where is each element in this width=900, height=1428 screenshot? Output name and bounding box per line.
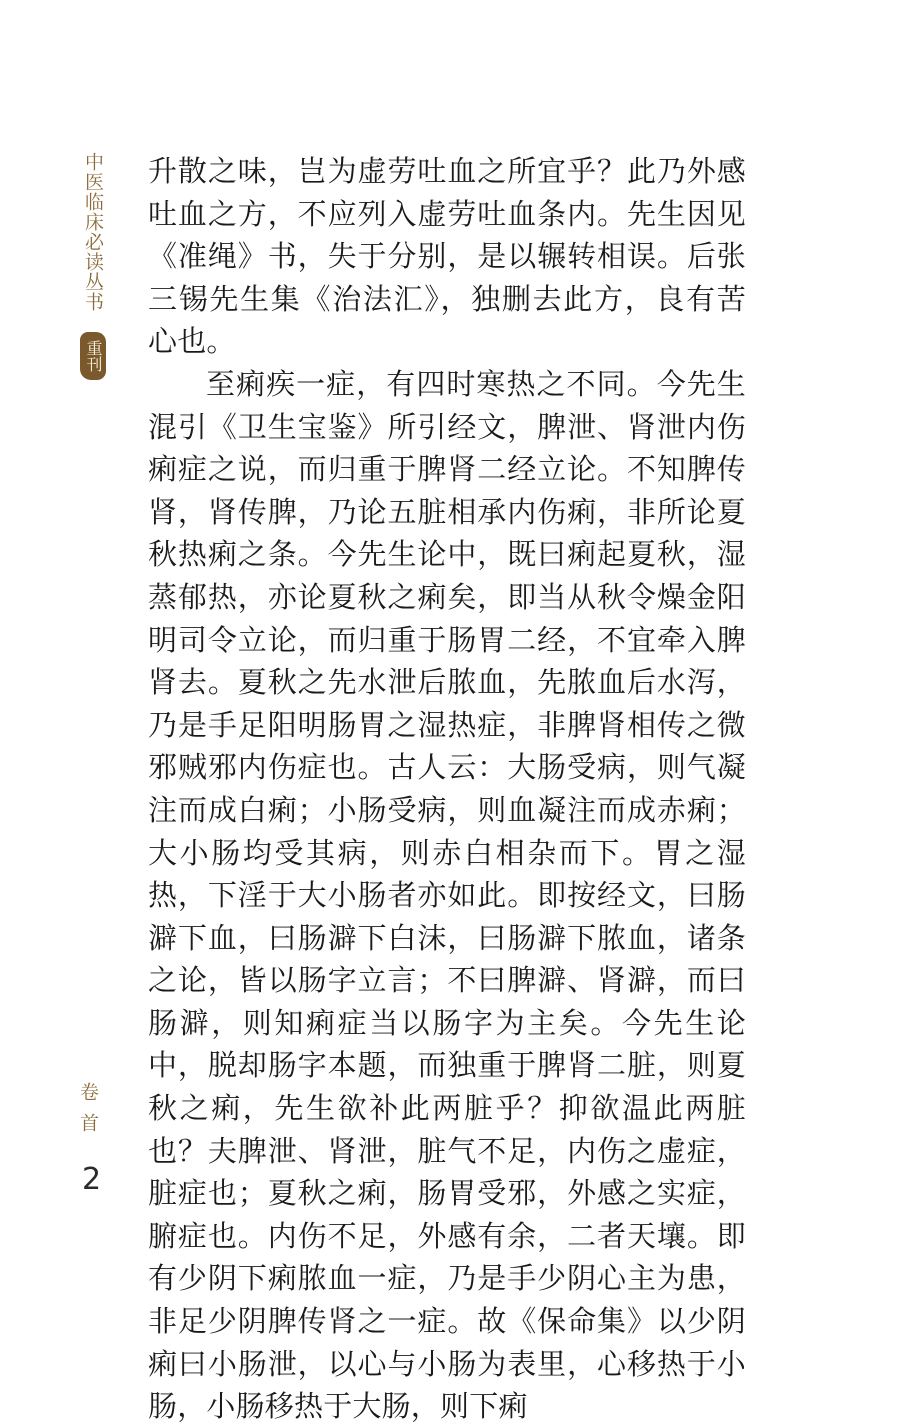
series-title: 中医临床必读丛书 bbox=[82, 152, 104, 312]
body-text bbox=[148, 150, 746, 1428]
section-label: 卷首 bbox=[77, 1082, 99, 1144]
page-number: 2 bbox=[82, 1162, 102, 1197]
series-seal-stamp: 重刊 bbox=[80, 332, 106, 380]
paragraph: 至痢疾一症，有四时寒热之不同。今先生混引《卫生宝鉴》所引经文，脾泄、肾泄内伤痢症之说，而归重于脾肾二经立论。不知脾传肾，肾传脾，乃论五脏相承内伤痢，非所论夏秋热痢之条。今先生论中，既曰痢起夏秋，湿蒸郁热，亦论夏秋之痢矣，即当从秋令燥金阳明司令立论，而归重于肠胃二经，不宜牵入脾肾去。夏秋之先水泄后脓血，先脓血后水泻，乃是手足阳明肠胃之湿热症，非脾肾相传之微邪贼邪内伤症也。古人云：大肠受病，则气凝注而成白痢；小肠受病，则血凝注而成赤痢；大小肠均受其病，则赤白相杂而下。胃之湿热，下淫于大小肠者亦如此。即按经文，曰肠澼下血，曰肠澼下白沫，曰肠澼下脓血，诸条之论，皆以肠字立言；不曰脾澼、肾澼，而曰肠澼，则知痢症当以肠字为主矣。今先生论中，脱却肠字本题，而独重于脾肾二脏，则夏秋之痢，先生欲补此两脏乎？抑欲温此两脏也？夫脾泄、肾泄，脏气不足，内伤之虚症，脏症也；夏秋之痢，肠胃受邪，外感之实症，腑症也。内伤不足，外感有余，二者天壤。即有少阴下痢脓血一症，乃是手少阴心主为患，非足少阴脾传肾之一症。故《保命集》以少阴痢曰小肠泄，以心与小肠为表里，心移热于小肠，小肠移热于大肠，则下痢 bbox=[148, 366, 746, 1424]
paragraph: 升散之味，岂为虚劳吐血之所宜乎？此乃外感吐血之方，不应列入虚劳吐血条内。先生因见《准绳》书，失于分别，是以辗转相误。后张三锡先生集《治法汇》，独删去此方，良有苦心也。 bbox=[148, 154, 746, 359]
